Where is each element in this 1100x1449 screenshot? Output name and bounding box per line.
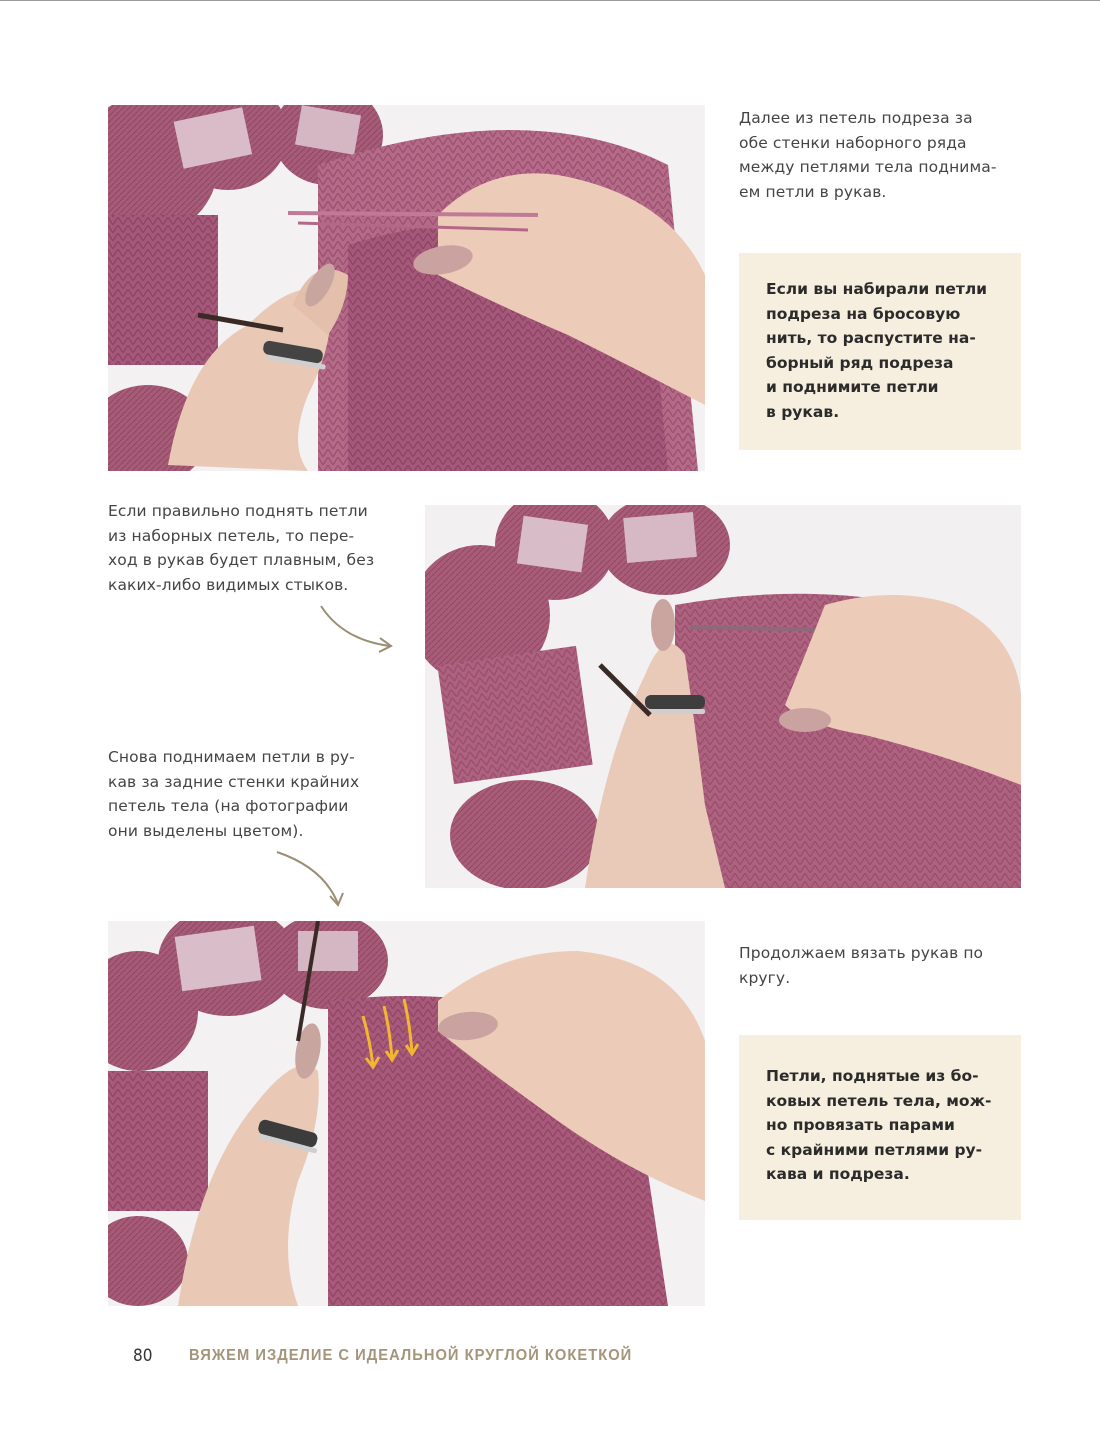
text-line: они выделены цветом). <box>108 821 304 840</box>
note-box-1 <box>739 253 1021 450</box>
photo-knitting-step-2 <box>425 505 1021 888</box>
text-line: обе стенки наборного ряда <box>739 133 967 152</box>
note-line: в рукав. <box>766 402 840 421</box>
note-line: ковых петель тела, мож- <box>766 1091 992 1110</box>
note-line: борный ряд подреза <box>766 353 954 372</box>
photo-knitting-step-3 <box>108 921 705 1306</box>
note-line: с крайними петлями ру- <box>766 1140 983 1159</box>
text-line: из наборных петель, то пере- <box>108 526 355 545</box>
text-line: Если правильно поднять петли <box>108 502 368 520</box>
text-line: ход в рукав будет плавным, без <box>108 551 375 569</box>
note-line: нить, то распустите на- <box>766 329 976 347</box>
note-line: и поднимите петли <box>766 378 939 396</box>
text-line: каких-либо видимых стыков. <box>108 575 349 594</box>
note-text-1 <box>766 277 987 424</box>
note-line: кава и подреза. <box>766 1165 910 1183</box>
text-line: петель тела (на фотографии <box>108 797 349 815</box>
photo-knitting-step-1 <box>108 105 705 471</box>
note-line: Если вы набирали петли <box>766 280 988 298</box>
text-line: Снова поднимаем петли в ру- <box>108 748 355 766</box>
curved-arrow-icon <box>318 602 396 656</box>
note-line: Петли, поднятые из бо- <box>766 1067 979 1085</box>
note-line: подреза на бросовую <box>766 304 961 323</box>
text-line: между петлями тела поднима- <box>739 158 997 176</box>
note-line: но провязать парами <box>766 1116 955 1134</box>
top-rule <box>0 0 1100 1</box>
step-text-4 <box>739 941 1039 990</box>
text-line: Продолжаем вязать рукав по <box>739 944 984 962</box>
note-box-2 <box>739 1035 1021 1220</box>
text-line: кав за задние стенки крайних <box>108 772 360 791</box>
text-line: ем петли в рукав. <box>739 182 887 201</box>
text-line: кругу. <box>739 968 791 987</box>
text-line: Далее из петель подреза за <box>739 109 973 127</box>
page-number: 80 <box>133 1346 153 1366</box>
step-text-3 <box>108 745 408 843</box>
chapter-title: ВЯЖЕМ ИЗДЕЛИЕ С ИДЕАЛЬНОЙ КРУГЛОЙ КОКЕТКОЙ <box>189 1347 633 1364</box>
note-text-2 <box>766 1064 991 1187</box>
step-text-1 <box>739 106 1039 204</box>
step-text-2 <box>108 499 408 597</box>
curved-arrow-icon <box>274 848 346 910</box>
